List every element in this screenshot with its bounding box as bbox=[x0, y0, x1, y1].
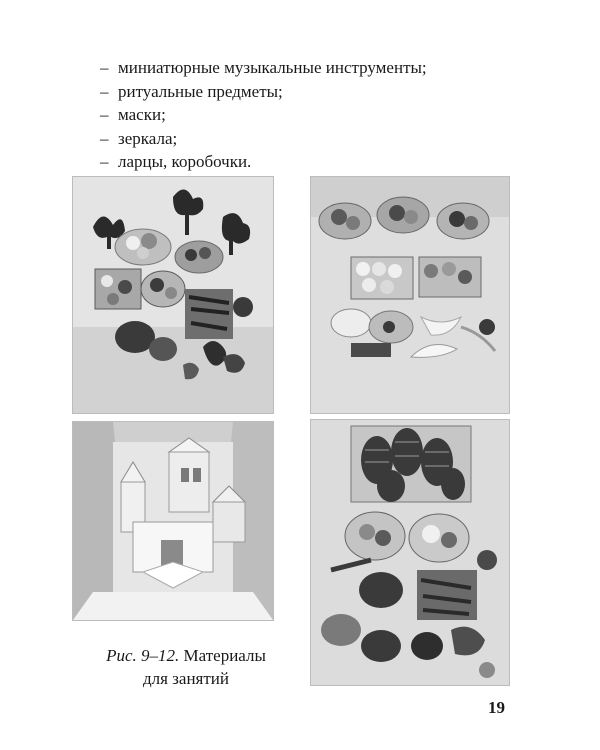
photo-materials-trees-stones bbox=[72, 176, 274, 414]
photo-pinecones bbox=[310, 419, 510, 686]
list-item: – ларцы, коробочки. bbox=[100, 150, 427, 174]
photo-shells-illustration bbox=[311, 177, 509, 413]
list-bullet: – bbox=[100, 152, 109, 171]
list-bullet: – bbox=[100, 105, 109, 124]
list-bullet: – bbox=[100, 58, 109, 77]
list-item: – миниатюрные музыкальные инструменты; bbox=[100, 56, 427, 80]
list-item: – зеркала; bbox=[100, 127, 427, 151]
materials-list bbox=[100, 56, 427, 174]
list-bullet: – bbox=[100, 81, 109, 101]
photo-castle-illustration bbox=[73, 422, 273, 620]
caption-text: Материалы bbox=[179, 646, 266, 665]
photo-trees-stones-illustration bbox=[73, 177, 273, 413]
figure-caption bbox=[86, 644, 286, 690]
page-number: 19 bbox=[488, 698, 505, 717]
photo-materials-shells bbox=[310, 176, 510, 414]
list-bullet: – bbox=[100, 128, 109, 148]
photo-pinecones-illustration bbox=[311, 420, 509, 685]
photo-paper-castle bbox=[72, 421, 274, 621]
caption-line-2: для занятий bbox=[142, 669, 229, 688]
figure-reference: Рис. 9–12. bbox=[106, 646, 180, 665]
list-item: – маски; bbox=[100, 103, 427, 127]
list-item: – ритуальные предметы; bbox=[100, 80, 427, 104]
caption-line-1 bbox=[86, 644, 286, 667]
